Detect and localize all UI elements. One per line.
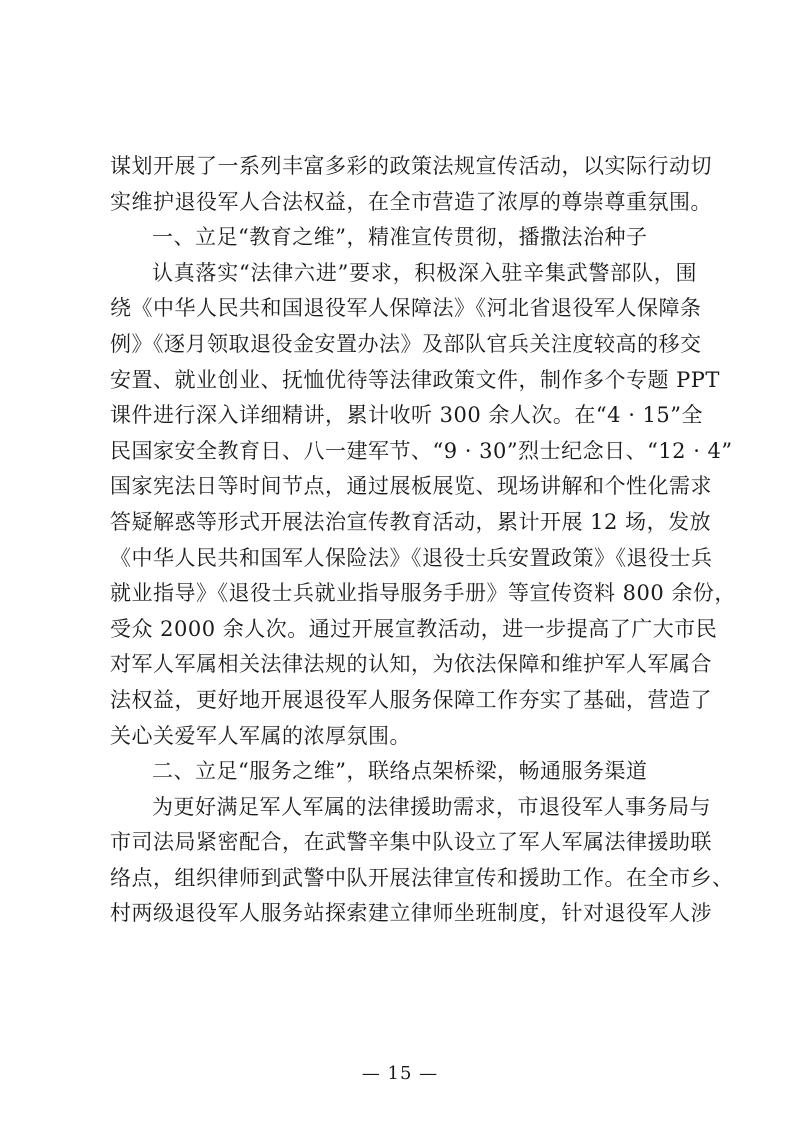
paragraph-line: 受众 2000 余人次。通过开展宣教活动，进一步提高了广大市民 <box>110 616 718 641</box>
paragraph-line: 认真落实“法律六进”要求，积极深入驻辛集武警部队，围 <box>152 260 697 285</box>
paragraph-line: 就业指导》《退役士兵就业指导服务手册》等宣传资料 800 余份， <box>110 581 736 606</box>
paragraph-line: 法权益，更好地开展退役军人服务保障工作夯实了基础，营造了 <box>110 687 712 712</box>
paragraph-line: 例》《逐月领取退役金安置办法》及部队官兵关注度较高的移交 <box>110 331 702 356</box>
section-heading: 二、立足“服务之维”，联络点架桥梁，畅通服务渠道 <box>152 759 648 784</box>
paragraph-line: 村两级退役军人服务站探索建立律师坐班制度，针对退役军人涉 <box>110 901 712 926</box>
paragraph-line: 答疑解惑等形式开展法治宣传教育活动，累计开展 12 场，发放 <box>110 509 712 534</box>
paragraph-line: 《中华人民共和国军人保险法》《退役士兵安置政策》《退役士兵 <box>110 545 713 570</box>
paragraph-line: 络点，组织律师到武警中队开展法律宣传和援助工作。在全市乡、 <box>110 865 734 890</box>
paragraph-line: 实维护退役军人合法权益，在全市营造了浓厚的尊崇尊重氛围。 <box>110 189 712 214</box>
paragraph-line: 安置、就业创业、抚恤优待等法律政策文件，制作多个专题 PPT <box>110 367 720 392</box>
paragraph-line: 关心关爱军人军属的浓厚氛围。 <box>110 723 411 748</box>
paragraph-line: 课件进行深入详细精讲，累计收听 300 余人次。在“4 · 15”全 <box>110 403 704 428</box>
body-text <box>110 149 736 932</box>
paragraph-line: 民国家安全教育日、八一建军节、“9 · 30”烈士纪念日、“12 · 4” <box>110 438 733 463</box>
paragraph-line: 绕《中华人民共和国退役军人保障法》《河北省退役军人保障条 <box>110 296 702 321</box>
page-number: — 15 — <box>361 1063 439 1084</box>
paragraph-line: 国家宪法日等时间节点，通过展板展览、现场讲解和个性化需求 <box>110 474 712 499</box>
paragraph-line: 市司法局紧密配合，在武警辛集中队设立了军人军属法律援助联 <box>110 830 712 855</box>
section-heading: 一、立足“教育之维”，精准宣传贯彻，播撒法治种子 <box>152 225 648 250</box>
paragraph-line: 谋划开展了一系列丰富多彩的政策法规宣传活动，以实际行动切 <box>110 154 712 178</box>
paragraph-line: 对军人军属相关法律法规的认知，为依法保障和维护军人军属合 <box>110 652 712 677</box>
paragraph-line: 为更好满足军人军属的法律援助需求，市退役军人事务局与 <box>152 794 711 819</box>
